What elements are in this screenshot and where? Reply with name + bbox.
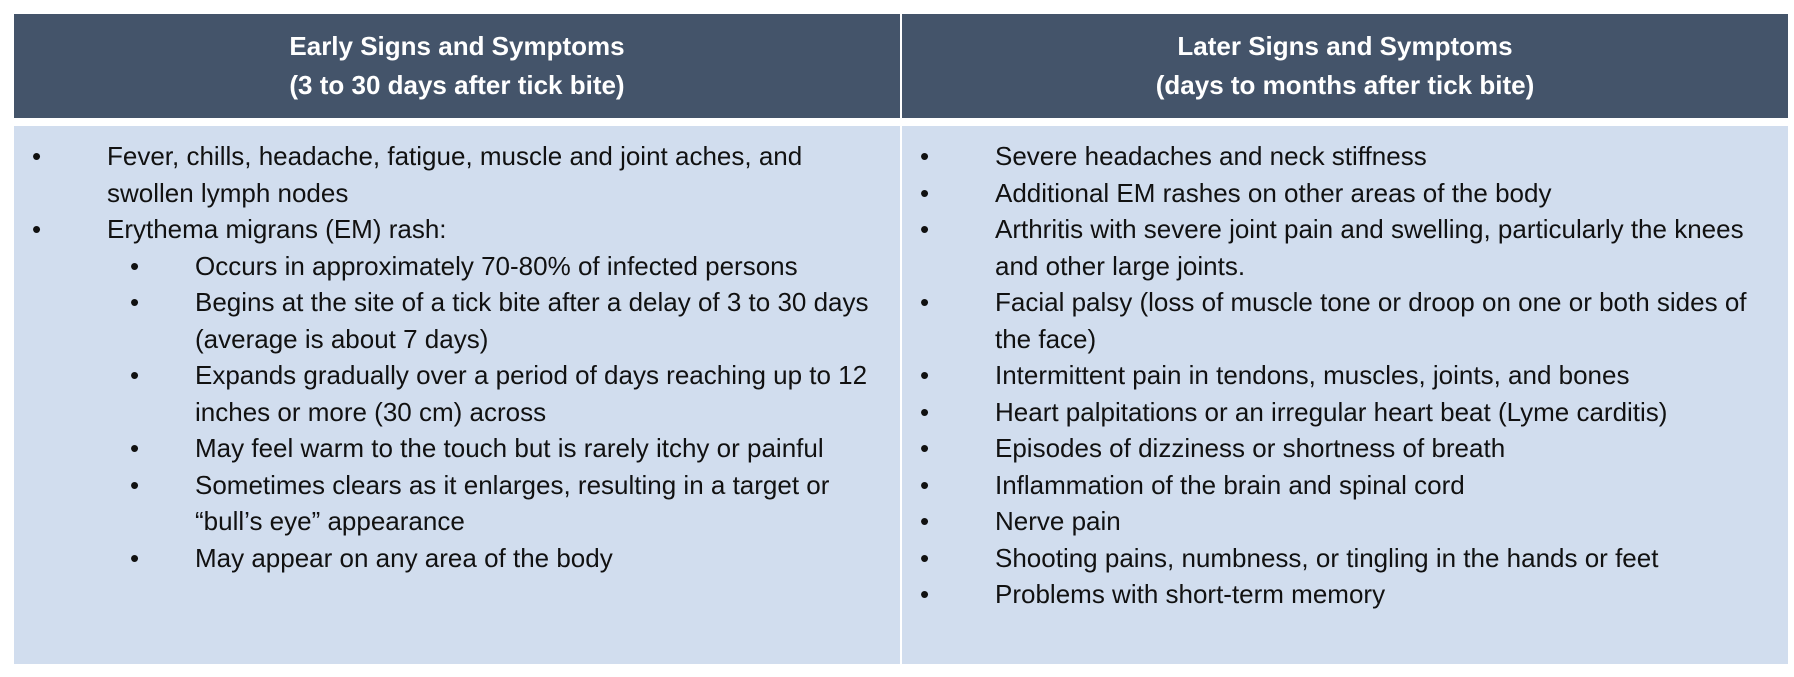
bullet-icon: • — [130, 287, 140, 317]
bullet-icon: • — [920, 214, 930, 244]
later-cell — [902, 126, 1788, 664]
list-item — [902, 467, 1778, 504]
list-item — [14, 284, 890, 357]
list-item — [902, 430, 1778, 467]
list-item — [14, 357, 890, 430]
bullet-icon: • — [130, 469, 140, 500]
list-item-text: May appear on any area of the body — [195, 542, 613, 573]
list-item — [902, 211, 1778, 284]
early-title: Early Signs and Symptoms — [289, 31, 625, 61]
later-header — [902, 14, 1788, 126]
bullet-icon: • — [920, 579, 930, 609]
list-item-text: Erythema migrans (EM) rash: — [107, 214, 447, 244]
list-item-text: Inflammation of the brain and spinal cord — [995, 469, 1465, 500]
list-item — [14, 138, 890, 211]
list-item — [902, 357, 1778, 394]
bullet-icon: • — [130, 360, 140, 390]
list-item — [902, 284, 1778, 357]
bullet-icon: • — [130, 250, 140, 281]
bullet-icon: • — [920, 469, 930, 500]
list-item-text: Heart palpitations or an irregular heart beat (Lyme carditis) — [995, 396, 1668, 427]
list-item-text: Shooting pains, numbness, or tingling in the hands or feet — [995, 542, 1659, 573]
list-item — [14, 430, 890, 467]
list-item — [902, 576, 1778, 613]
list-item — [902, 540, 1778, 577]
bullet-icon: • — [32, 214, 42, 244]
bullet-icon: • — [920, 433, 930, 463]
list-item-text: Problems with short-term memory — [995, 579, 1386, 609]
list-item-text: Arthritis with severe joint pain and swelling, particularly the knees and other large joints. — [995, 214, 1744, 281]
bullet-icon: • — [920, 542, 930, 573]
list-item-text: Fever, chills, headache, fatigue, muscle and joint aches, and swollen lymph nodes — [107, 141, 803, 208]
early-list — [14, 138, 890, 248]
early-header — [14, 14, 900, 126]
bullet-icon: • — [130, 433, 140, 463]
symptoms-table — [14, 14, 1788, 664]
list-item — [902, 138, 1778, 175]
bullet-icon: • — [920, 141, 930, 171]
later-subtitle: (days to months after tick bite) — [1155, 70, 1535, 100]
later-title: Later Signs and Symptoms — [1177, 31, 1513, 61]
list-item — [14, 248, 890, 285]
bullet-icon: • — [920, 177, 930, 208]
list-item-text: May feel warm to the touch but is rarely itchy or painful — [195, 433, 824, 463]
list-item-text: Severe headaches and neck stiffness — [995, 141, 1427, 171]
list-item-text: Begins at the site of a tick bite after a delay of 3 to 30 days (average is about 7 days) — [195, 287, 869, 354]
list-item — [902, 394, 1778, 431]
list-item — [14, 540, 890, 577]
list-item — [902, 503, 1778, 540]
list-item-text: Facial palsy (loss of muscle tone or droop on one or both sides of the face) — [995, 287, 1747, 354]
list-item-text: Expands gradually over a period of days reaching up to 12 inches or more (30 cm) across — [195, 360, 868, 427]
list-item-text: Nerve pain — [995, 506, 1121, 536]
list-item — [902, 175, 1778, 212]
list-item-text: Episodes of dizziness or shortness of breath — [995, 433, 1506, 463]
bullet-icon: • — [920, 506, 930, 536]
list-item-text: Sometimes clears as it enlarges, resulting in a target or “bull’s eye” appearance — [195, 469, 830, 536]
bullet-icon: • — [920, 287, 930, 317]
bullet-icon: • — [32, 141, 42, 171]
list-item-text: Intermittent pain in tendons, muscles, joints, and bones — [995, 360, 1630, 390]
list-item — [14, 211, 890, 248]
bullet-icon: • — [130, 542, 140, 573]
early-subtitle: (3 to 30 days after tick bite) — [289, 70, 625, 100]
bullet-icon: • — [920, 396, 930, 427]
later-list — [902, 138, 1778, 613]
list-item-text: Occurs in approximately 70-80% of infected persons — [195, 250, 798, 281]
list-item — [14, 467, 890, 540]
list-item-text: Additional EM rashes on other areas of the body — [995, 177, 1552, 208]
bullet-icon: • — [920, 360, 930, 390]
early-cell — [14, 126, 900, 664]
em-rash-sublist — [14, 248, 890, 577]
